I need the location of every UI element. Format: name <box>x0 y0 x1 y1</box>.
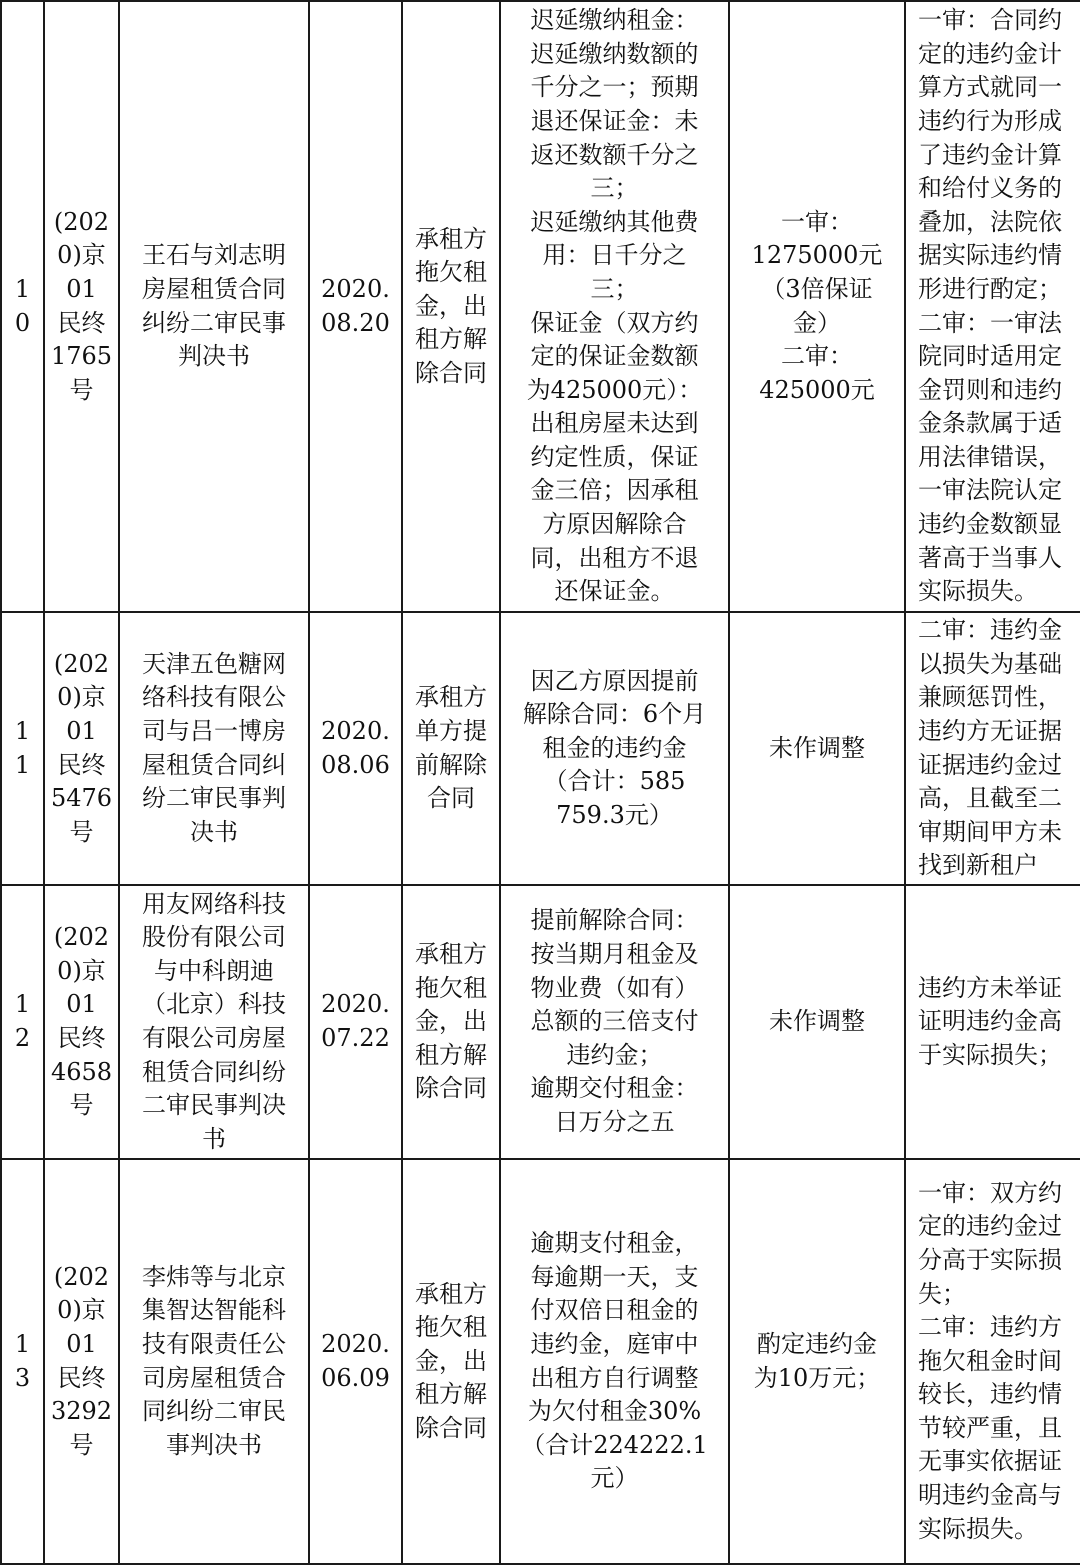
cell-line: 二审： <box>781 342 853 371</box>
cell-line: 1275000元 <box>751 241 883 270</box>
cell-line: 承租方 <box>415 940 487 969</box>
cell-line: 司与吕一博房 <box>142 716 286 745</box>
cell-line: 1 <box>14 990 31 1019</box>
cell-line: （北京）科技 <box>142 990 286 1019</box>
case-number-cell <box>44 885 119 1159</box>
cell-line: 承租方 <box>415 1279 487 1308</box>
cell-line: 08.20 <box>321 308 390 337</box>
cell-line: 01 <box>66 716 97 745</box>
cell-line: 因乙方原因提前 <box>530 666 699 695</box>
cell-line: 失； <box>918 1279 966 1308</box>
dispute-cause-cell <box>402 1159 500 1564</box>
cell-line: 租赁合同纠纷 <box>142 1057 286 1086</box>
cell-line: 3292 <box>50 1397 113 1426</box>
cell-line: 无事实依据证 <box>918 1447 1062 1476</box>
cell-line: 违约行为形成 <box>918 106 1062 135</box>
cell-line: 金，出 <box>415 291 487 320</box>
cell-line: 除合同 <box>415 1413 487 1442</box>
cell-line: 拖欠租金时间 <box>918 1346 1062 1375</box>
cell-line: 2020. <box>321 716 390 745</box>
table-row <box>1 885 1080 1159</box>
cell-line: 08.06 <box>321 750 390 779</box>
cell-line: 定的违约金计 <box>918 39 1062 68</box>
cell-line: 2020. <box>321 274 390 303</box>
cell-line: （合计：585 <box>543 767 686 796</box>
cell-line: 迟延缴纳数额的 <box>530 39 699 68</box>
cell-line: 审期间甲方未 <box>918 817 1062 846</box>
court-reasoning-cell <box>905 612 1080 885</box>
cell-line: 同，出租方不退 <box>530 543 699 572</box>
cell-line: 定的保证金数额 <box>530 342 699 371</box>
cell-line: 物业费（如有） <box>530 973 699 1002</box>
cell-line: 1 <box>14 1329 31 1358</box>
cell-line: 纷二审民事判 <box>142 784 286 813</box>
cell-line: 租方解 <box>415 1380 487 1409</box>
cell-line: 形进行酌定； <box>918 274 1062 303</box>
row-number-cell <box>1 612 44 885</box>
cell-line: 屋租赁合同纠 <box>142 750 286 779</box>
cell-line: 事判决书 <box>166 1430 262 1459</box>
cell-line: 和给付义务的 <box>918 174 1062 203</box>
cell-line: 千分之一；预期 <box>530 73 699 102</box>
cell-line: 酌定违约金 <box>757 1329 877 1358</box>
cell-line: 01 <box>66 274 97 303</box>
date-cell <box>309 1 402 612</box>
cell-line: 金三倍；因承租 <box>530 476 699 505</box>
penalty-adjustment-cell <box>729 1 905 612</box>
cell-line: 金条款属于适 <box>918 409 1062 438</box>
cell-line: 逾期交付租金： <box>530 1074 699 1103</box>
cell-line: 迟延缴纳租金： <box>530 6 699 35</box>
cell-line: 较长，违约情 <box>918 1380 1062 1409</box>
cell-line: 用法律错误， <box>918 442 1062 471</box>
cell-line: 违约方未举证 <box>918 973 1062 1002</box>
cell-line: 兼顾惩罚性， <box>918 683 1062 712</box>
cell-line: 5476 <box>50 784 113 813</box>
cell-line: (202 <box>53 649 110 678</box>
cell-line: 集智达智能科 <box>142 1296 286 1325</box>
table-row <box>1 1159 1080 1564</box>
row-number-cell <box>1 885 44 1159</box>
case-number-cell <box>44 1159 119 1564</box>
cell-line: 民终 <box>57 1363 106 1392</box>
penalty-agreement-cell <box>500 1 729 612</box>
cell-line: 节较严重，且 <box>918 1413 1062 1442</box>
cell-line: 0)京 <box>57 1296 106 1325</box>
dispute-cause-cell <box>402 1 500 612</box>
cell-line: 0)京 <box>57 241 106 270</box>
dispute-cause-cell <box>402 885 500 1159</box>
cell-line: 解除合同：6个月 <box>522 700 707 729</box>
cell-line: 证据违约金过 <box>918 750 1062 779</box>
cell-line: 01 <box>66 990 97 1019</box>
cell-line: 3 <box>14 1363 31 1392</box>
cell-line: 一审：双方约 <box>918 1178 1062 1207</box>
judgment-title-cell <box>119 885 309 1159</box>
cell-line: 号 <box>69 375 94 404</box>
cell-line: 总额的三倍支付 <box>530 1007 699 1036</box>
cell-line: 二审民事判决 <box>142 1091 286 1120</box>
penalty-agreement-cell <box>500 612 729 885</box>
row-number-cell <box>1 1159 44 1564</box>
cell-line: 叠加，法院依 <box>918 207 1062 236</box>
cell-line: （合计224222.1 <box>521 1430 708 1459</box>
cell-line: 单方提 <box>415 716 487 745</box>
cell-line: 房屋租赁合同 <box>142 274 286 303</box>
cell-line: 除合同 <box>415 1074 487 1103</box>
cell-line: 出租房屋未达到 <box>530 409 699 438</box>
date-cell <box>309 612 402 885</box>
table-row <box>1 612 1080 885</box>
cell-line: 民终 <box>57 308 106 337</box>
cell-line: 明违约金高与 <box>918 1481 1062 1510</box>
cell-line: 425000元 <box>759 375 875 404</box>
table-row <box>1 1 1080 612</box>
cell-line: 分高于实际损 <box>918 1245 1062 1274</box>
cell-line: 纠纷二审民事 <box>142 308 286 337</box>
cell-line: 逾期支付租金， <box>530 1229 699 1258</box>
cell-line: 股份有限公司 <box>142 923 286 952</box>
cell-line: 算方式就同一 <box>918 73 1062 102</box>
judgment-title-cell <box>119 1159 309 1564</box>
cell-line: 01 <box>66 1329 97 1358</box>
cell-line: 违约金数额显 <box>918 510 1062 539</box>
cell-line: 迟延缴纳其他费 <box>530 207 699 236</box>
cell-line: 络科技有限公 <box>142 683 286 712</box>
cell-line: 未作调整 <box>769 733 865 762</box>
cell-line: 据实际违约情 <box>918 241 1062 270</box>
cell-line: 还保证金。 <box>554 577 675 606</box>
cell-line: 书 <box>202 1124 226 1153</box>
row-number-cell <box>1 1 44 612</box>
dispute-cause-cell <box>402 612 500 885</box>
cell-line: 民终 <box>57 1024 106 1052</box>
cell-line: 承租方 <box>415 683 487 712</box>
cell-line: 2 <box>14 1024 31 1052</box>
cell-line: 按当期月租金及 <box>530 940 699 969</box>
cell-line: 实际损失。 <box>918 577 1038 606</box>
cell-line: 元） <box>590 1464 639 1493</box>
cell-line: 院同时适用定 <box>918 342 1062 371</box>
cell-line: 找到新租户 <box>918 851 1038 880</box>
cell-line: 违约金，庭审中 <box>530 1329 699 1358</box>
cell-line: (202 <box>53 207 110 236</box>
cell-line: 拖欠租 <box>415 1313 487 1342</box>
court-reasoning-cell <box>905 885 1080 1159</box>
cell-line: 了违约金计算 <box>918 140 1062 169</box>
cell-line: 0 <box>14 308 31 337</box>
cell-line: 为10万元； <box>753 1363 881 1392</box>
cell-line: 保证金（双方约 <box>530 308 699 337</box>
cell-line: 一审法院认定 <box>918 476 1062 505</box>
court-reasoning-cell <box>905 1159 1080 1564</box>
penalty-adjustment-cell <box>729 885 905 1159</box>
cell-line: 高，且截至二 <box>918 784 1062 813</box>
cell-line: 金） <box>793 308 841 337</box>
cell-line: 号 <box>69 1430 94 1459</box>
cell-line: 决书 <box>190 817 238 846</box>
cell-line: 2020. <box>321 1329 390 1358</box>
cell-line: 日万分之五 <box>554 1107 675 1136</box>
cell-line: 号 <box>69 1091 94 1120</box>
cell-line: 每逾期一天，支 <box>530 1262 699 1291</box>
cell-line: 除合同 <box>415 358 487 387</box>
cell-line: 0)京 <box>57 956 106 985</box>
cell-line: 07.22 <box>321 1024 390 1052</box>
cell-line: 金，出 <box>415 1346 487 1375</box>
cell-line: 返还数额千分之 <box>530 140 699 169</box>
cell-line: 民终 <box>57 750 106 779</box>
cell-line: 方原因解除合 <box>542 510 687 539</box>
case-number-cell <box>44 612 119 885</box>
cell-line: 为欠付租金30% <box>527 1397 702 1426</box>
cell-line: 有限公司房屋 <box>142 1024 286 1052</box>
cell-line: 2020. <box>321 990 390 1019</box>
cell-line: 退还保证金：未 <box>530 106 699 135</box>
cell-line: 二审：违约方 <box>918 1313 1062 1342</box>
cell-line: 证明违约金高 <box>918 1007 1062 1036</box>
cell-line: 司房屋租赁合 <box>142 1363 286 1392</box>
cell-line: (202 <box>53 923 110 952</box>
cell-line: 号 <box>69 817 94 846</box>
date-cell <box>309 885 402 1159</box>
cell-line: （3倍保证 <box>761 274 873 303</box>
cell-line: 承租方 <box>415 224 487 253</box>
cell-line: 759.3元） <box>556 800 673 829</box>
cell-line: 二审：违约金 <box>918 616 1062 645</box>
cell-line: 付双倍日租金的 <box>530 1296 699 1325</box>
penalty-adjustment-cell <box>729 612 905 885</box>
cell-line: 约定性质，保证 <box>530 442 699 471</box>
cell-line: 以损失为基础 <box>918 649 1062 678</box>
cell-line: 0)京 <box>57 683 106 712</box>
cell-line: 违约方无证据 <box>918 716 1062 745</box>
penalty-agreement-cell <box>500 885 729 1159</box>
judgment-title-cell <box>119 1 309 612</box>
cell-line: 前解除 <box>415 750 487 779</box>
cell-line: 一审： <box>781 207 853 236</box>
penalty-agreement-cell <box>500 1159 729 1564</box>
cell-line: 金罚则和违约 <box>918 375 1062 404</box>
penalty-adjustment-cell <box>729 1159 905 1564</box>
cell-line: 拖欠租 <box>415 258 487 287</box>
cell-line: 租方解 <box>415 325 487 354</box>
cell-line: 定的违约金过 <box>918 1212 1062 1241</box>
cell-line: 1 <box>14 716 31 745</box>
cell-line: 实际损失。 <box>918 1514 1038 1543</box>
cell-line: 判决书 <box>178 342 250 371</box>
cell-line: 1 <box>14 274 31 303</box>
cell-line: 为425000元）： <box>526 375 703 404</box>
case-number-cell <box>44 1 119 612</box>
cell-line: 1765 <box>50 342 113 371</box>
cell-line: 同纠纷二审民 <box>142 1397 286 1426</box>
cell-line: 租方解 <box>415 1040 487 1069</box>
cell-line: 租金的违约金 <box>542 733 687 762</box>
court-reasoning-cell <box>905 1 1080 612</box>
cell-line: 与中科朗迪 <box>154 956 274 985</box>
cell-line: 李炜等与北京 <box>142 1262 286 1291</box>
cell-line: 技有限责任公 <box>142 1329 286 1358</box>
cell-line: 著高于当事人 <box>918 543 1062 572</box>
cell-line: 三； <box>590 174 639 203</box>
cell-line: 金，出 <box>415 1007 487 1036</box>
cell-line: 06.09 <box>321 1363 390 1392</box>
cell-line: 用：日千分之 <box>542 241 687 270</box>
cell-line: 王石与刘志明 <box>142 241 286 270</box>
cell-line: 4658 <box>50 1057 113 1086</box>
cell-line: (202 <box>53 1262 110 1291</box>
cell-line: 用友网络科技 <box>142 889 286 918</box>
cell-line: 未作调整 <box>769 1007 865 1036</box>
cell-line: 一审：合同约 <box>918 6 1062 35</box>
cell-line: 1 <box>14 750 31 779</box>
cell-line: 于实际损失； <box>918 1040 1062 1069</box>
cell-line: 拖欠租 <box>415 973 487 1002</box>
cell-line: 出租方自行调整 <box>530 1363 699 1392</box>
cell-line: 二审：一审法 <box>918 308 1062 337</box>
cell-line: 三； <box>590 274 639 303</box>
cell-line: 提前解除合同： <box>530 906 699 935</box>
cell-line: 天津五色糖网 <box>142 649 286 678</box>
cell-line: 违约金； <box>566 1040 663 1069</box>
judgment-title-cell <box>119 612 309 885</box>
date-cell <box>309 1159 402 1564</box>
cell-line: 合同 <box>427 784 475 813</box>
